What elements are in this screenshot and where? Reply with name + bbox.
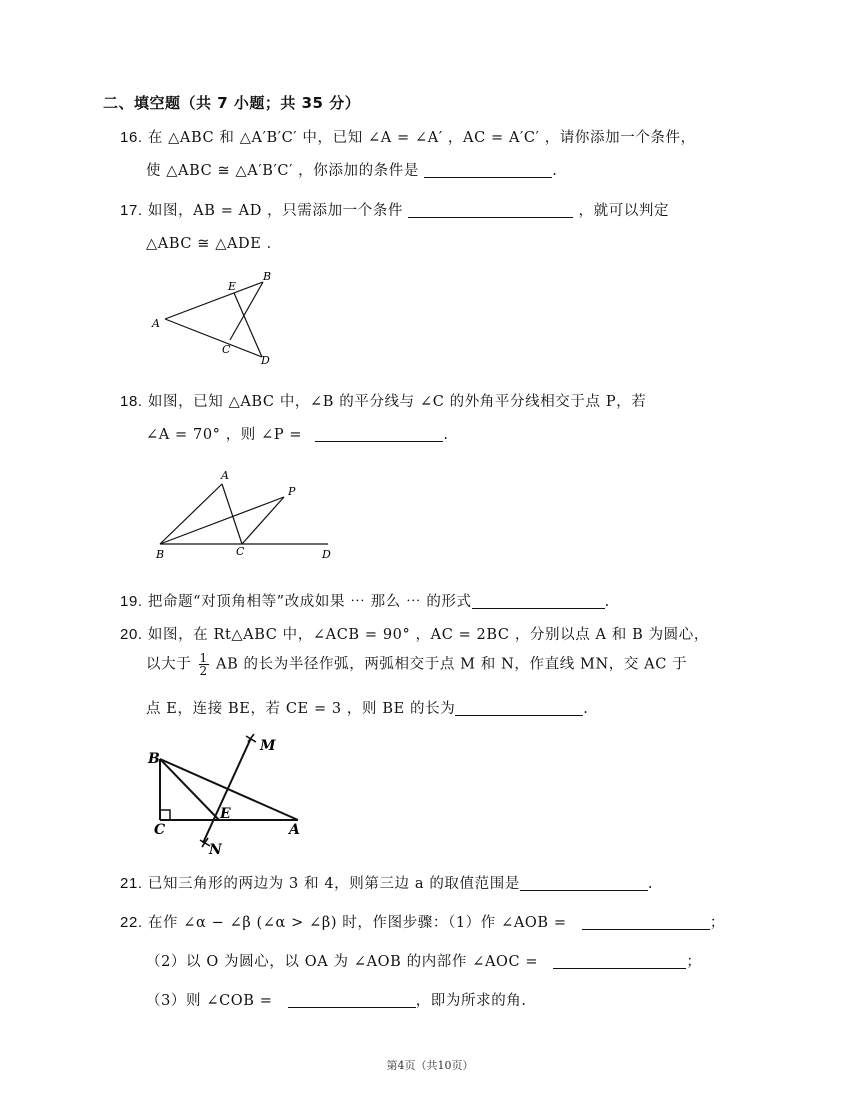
q17-label-d: D [261,354,270,367]
q18-line2 [146,423,449,444]
q18-figure [150,464,350,564]
q20-label-e: E [220,806,231,822]
q22-semicolon-1: ； [709,915,725,931]
q16-period: . [552,163,558,179]
q16-line2 [146,159,557,180]
q18-label-a: A [221,469,229,482]
q16-number: 16. [120,129,143,146]
q21-line1 [120,872,653,893]
q22-answer-blank-3[interactable] [288,991,416,1008]
q20-label-m: M [260,738,276,754]
q20-line3 [146,697,589,718]
q17-figure [150,268,290,368]
q18-period: . [443,427,449,443]
q20-period: . [583,701,589,717]
q19-text-1: 把命题“对顶角相等”改成如果 ⋯ 那么 ⋯ 的形式 [147,594,472,610]
q17-label-c: C [222,343,231,356]
q20-text-3: 点 E，连接 BE，若 CE = 3 ，则 BE 的长为 [146,701,456,717]
q18-text-2: ∠A = 70° ，则 ∠P = [146,427,303,443]
section-title: 二、填空题（共 7 小题；共 35 分） [103,94,361,112]
q20-answer-blank[interactable] [455,699,583,716]
q19-period: . [604,594,610,610]
q22-number: 22. [120,914,143,931]
q20-label-n: N [209,842,222,858]
q18-label-c: C [236,545,245,558]
q18-text-1: 如图，已知 △ABC 中，∠B 的平分线与 ∠C 的外角平分线相交于点 P，若 [147,394,647,410]
q17-text-2: ，就可以判定 [578,203,670,219]
page-footer: 第4页（共10页） [386,1059,474,1072]
q21-number: 21. [120,875,143,892]
q17-label-a: A [152,317,160,330]
q17-line2 [146,232,282,253]
q22-line3 [146,989,527,1010]
q20-frac-num: 1 [199,651,208,665]
q20-line1 [120,623,709,644]
q20-number: 20. [120,626,143,643]
q17-answer-blank[interactable] [408,201,573,218]
q22-line2 [146,950,702,971]
q21-period: . [647,876,654,892]
q22-semicolon-2: ； [686,954,702,970]
q18-label-b: B [156,548,165,561]
q19-number: 19. [120,593,143,610]
q17-text-3: △ABC ≅ △ADE ． [146,236,282,252]
q20-frac-den: 2 [199,664,208,678]
q18-number: 18. [120,393,143,410]
q21-text-1: 已知三角形的两边为 3 和 4，则第三边 a 的取值范围是 [147,876,520,892]
q20-label-a: A [289,822,300,838]
q20-text-2a: 以大于 [146,656,192,673]
q16-text-2: 使 △ABC ≅ △A′B′C′ ，你添加的条件是 [146,163,419,179]
q22-text-1: 在作 ∠α − ∠β (∠α > ∠β) 时，作图步骤：（1）作 ∠AOB = [147,915,567,931]
q22-text-3a: （3）则 ∠COB = [146,993,273,1009]
q17-number: 17. [120,202,143,219]
q22-line1 [120,911,725,932]
q20-label-b: B [148,751,160,767]
q20-figure [145,730,315,860]
q17-line1 [120,199,669,220]
q17-label-e: E [228,280,237,293]
q20-text-1: 如图，在 Rt△ABC 中，∠ACB = 90° ，AC = 2BC ，分别以点 A 和 B 为圆心， [147,627,709,643]
q21-answer-blank[interactable] [520,874,648,891]
q22-text-3b: ，即为所求的角. [415,993,527,1009]
q19-answer-blank[interactable] [472,592,605,609]
q18-label-d: D [322,548,331,561]
q22-answer-blank-2[interactable] [553,952,686,969]
q17-text-1: 如图，AB = AD ，只需添加一个条件 [147,203,404,219]
q18-label-p: P [288,485,296,498]
q17-label-b: B [263,270,272,283]
q16-answer-blank[interactable] [424,161,552,178]
q20-text-2b: AB 的长为半径作弧，两弧相交于点 M 和 N，作直线 MN，交 AC 于 [216,656,688,673]
q16-text-1: 在 △ABC 和 △A′B′C′ 中，已知 ∠A = ∠A′ ，AC = A′C′ ，请你添加一个条件， [147,130,696,146]
q18-line1 [120,390,646,411]
q22-answer-blank-1[interactable] [582,913,710,930]
q18-answer-blank[interactable] [315,425,443,442]
q22-text-2: （2）以 O 为圆心，以 OA 为 ∠AOB 的内部作 ∠AOC = [146,954,539,970]
q20-line2 [146,652,687,677]
q19-line1 [120,590,610,611]
q20-fraction [199,652,209,677]
q20-label-c: C [154,822,166,838]
q16-line1 [120,126,696,147]
